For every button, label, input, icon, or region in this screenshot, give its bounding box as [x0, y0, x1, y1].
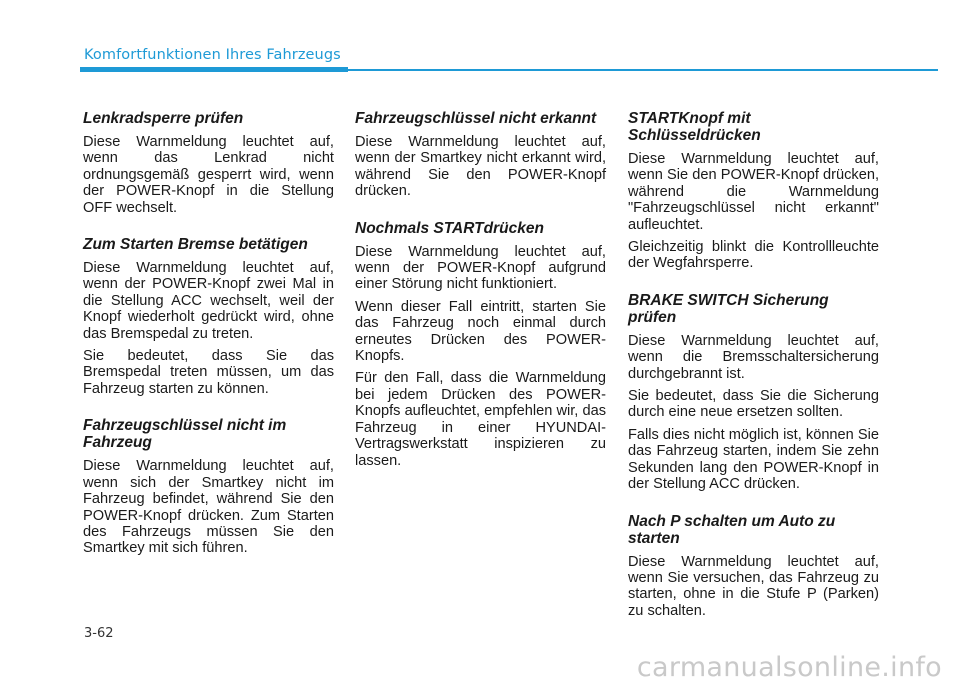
section-paragraph: Diese Warnmeldung leuchtet auf, wenn sich der Smartkey nicht im Fahrzeug befindet, während Sie den POWER-Knopf drücken. Zum Starten des Fahrzeugs müssen Sie den Smartkey mit sich führen. — [83, 458, 334, 557]
section-paragraph: Diese Warnmeldung leuchtet auf, wenn die Bremsschaltersicherung durchgebrannt ist. — [628, 332, 879, 382]
text-column-1 — [83, 110, 334, 577]
section-paragraph: Diese Warnmeldung leuchtet auf, wenn Sie versuchen, das Fahrzeug zu starten, ohne in die Stufe P (Parken) zu schalten. — [628, 553, 879, 619]
section-lenkradsperre — [83, 110, 334, 216]
header-rule-accent — [80, 67, 348, 72]
section-nach-p-schalten — [628, 513, 879, 620]
section-title: Komfortfunktionen Ihres Fahrzeugs — [84, 47, 341, 63]
section-heading: BRAKE SWITCH Sicherung prüfen — [628, 291, 829, 326]
section-heading: Nach P schalten um Auto zu starten — [628, 512, 836, 547]
watermark: carmanualsonline.info — [636, 652, 942, 683]
section-paragraph: Gleichzeitig blinkt die Kontrollleuchte der Wegfahrsperre. — [628, 239, 879, 272]
section-paragraph: Sie bedeutet, dass Sie die Sicherung durch eine neue ersetzen sollten. — [628, 388, 879, 421]
section-paragraph: Sie bedeutet, dass Sie das Bremspedal treten müssen, um das Fahrzeug starten zu können. — [83, 348, 334, 397]
section-heading: STARTKnopf mit Schlüsseldrücken — [628, 110, 761, 144]
section-startknopf-schluessel — [628, 110, 879, 272]
section-paragraph: Wenn dieser Fall eintritt, starten Sie das Fahrzeug noch einmal durch erneutes Drücken des POWER-Knopfs. — [355, 298, 606, 365]
section-paragraph: Diese Warnmeldung leuchtet auf, wenn der Smartkey nicht erkannt wird, während Sie den POWER-Knopf drücken. — [355, 134, 606, 200]
text-column-2 — [355, 110, 606, 489]
header-rule — [348, 69, 938, 71]
section-heading: Nochmals STARTdrücken — [355, 219, 544, 237]
section-heading: Fahrzeugschlüssel nicht erkannt — [355, 110, 597, 127]
section-nochmals-start — [355, 220, 606, 469]
section-heading: Zum Starten Bremse betätigen — [83, 236, 308, 254]
section-schluessel-nicht-im-fahrzeug — [83, 417, 334, 556]
section-paragraph: Diese Warnmeldung leuchtet auf, wenn Sie den POWER-Knopf drücken, während die Warnmeldung "Fahrzeugschlüssel nicht erkannt" aufleuchtet. — [628, 151, 879, 233]
section-paragraph: Diese Warnmeldung leuchtet auf, wenn der POWER-Knopf aufgrund einer Störung nicht funktioniert. — [355, 243, 606, 293]
section-brake-switch — [628, 292, 879, 493]
text-column-3 — [628, 110, 879, 639]
section-bremse-betaetigen — [83, 236, 334, 397]
section-paragraph: Diese Warnmeldung leuchtet auf, wenn das Lenkrad nicht ordnungsgemäß gesperrt wird, wenn der POWER-Knopf in die Stellung OFF wechselt. — [83, 134, 334, 216]
section-heading: Lenkradsperre prüfen — [83, 110, 244, 127]
section-paragraph: Diese Warnmeldung leuchtet auf, wenn der POWER-Knopf zwei Mal in die Stellung ACC wechselt, weil der Knopf wiederholt gedrückt wird, ohne das Bremspedal zu treten. — [83, 260, 334, 342]
section-schluessel-nicht-erkannt — [355, 110, 606, 200]
section-paragraph: Für den Fall, dass die Warnmeldung bei jedem Drücken des POWER-Knopfs aufleuchtet, empfehlen wir, das Fahrzeug in einer HYUNDAI-Vertragswerkstatt inspizieren zu lassen. — [355, 370, 606, 469]
section-paragraph: Falls dies nicht möglich ist, können Sie das Fahrzeug starten, indem Sie zehn Sekunden lang den POWER-Knopf in der Stellung ACC drücken. — [628, 426, 879, 493]
section-heading: Fahrzeugschlüssel nicht im Fahrzeug — [83, 417, 287, 452]
page-number: 3-62 — [84, 626, 114, 641]
